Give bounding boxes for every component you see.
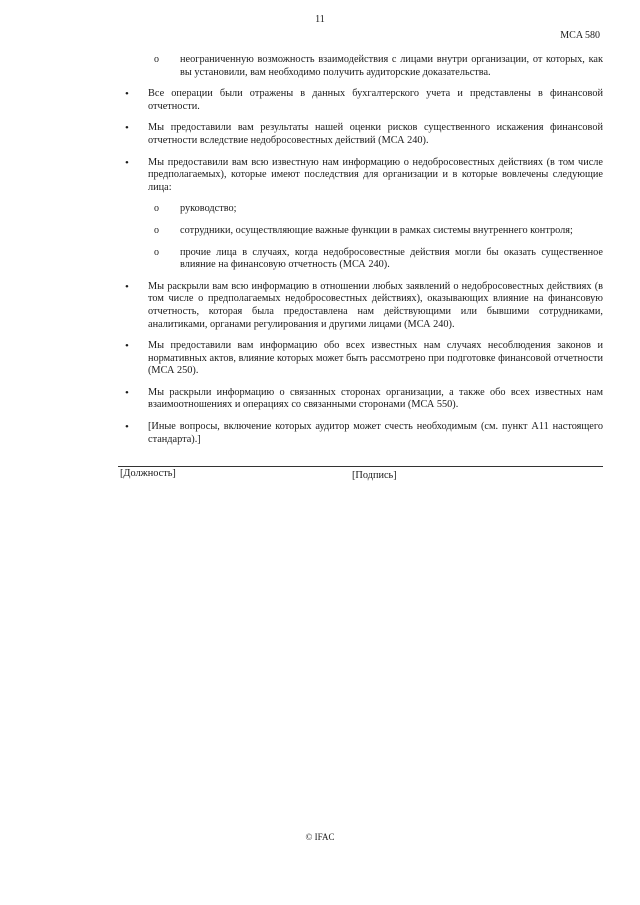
standard-reference: MCA 580 xyxy=(560,30,600,41)
circle-bullet-icon: o xyxy=(154,54,159,65)
list-item-text: Мы предоставили вам информацию обо всех известных нам случаях несоблюдения законов и нормативных актов, влияние которых может быть рассмотрено при подготовке финансовой отчетности (МСА 250). xyxy=(148,340,603,377)
list-item xyxy=(118,421,603,446)
list-item-text: Все операции были отражены в данных бухгалтерского учета и представлены в финансовой отчетности. xyxy=(148,88,603,112)
bullet-icon: • xyxy=(125,421,129,434)
bullet-icon: • xyxy=(125,88,129,101)
copyright-footer: © IFAC xyxy=(305,832,335,842)
document-body xyxy=(118,50,603,446)
sub-item-text: сотрудники, осуществляющие важные функции в рамках системы внутреннего контроля; xyxy=(180,224,573,236)
list-sub-item xyxy=(118,247,603,272)
sub-item-text: руководство; xyxy=(180,203,237,215)
bullet-icon: • xyxy=(125,340,129,353)
list-item-text: Мы раскрыли вам всю информацию в отношении любых заявлений о недобросовестных действиях (в том числе о предполагаемых недобросовестных действиях), оказывающих влияние на финансовую отчетность, которая была предоставлена нам действующими или бывшими сотрудниками, аналитиками, органами регулирования и другими лицами (МСА 240). xyxy=(148,280,603,330)
list-item xyxy=(118,387,603,412)
list-item-text: [Иные вопросы, включение которых аудитор может счесть необходимым (см. пункт A11 настоящего стандарта).] xyxy=(148,421,603,445)
list-item xyxy=(118,88,603,113)
list-item xyxy=(118,281,603,331)
list-item xyxy=(118,122,603,147)
bullet-icon: • xyxy=(125,122,129,135)
list-item-text: Мы раскрыли информацию о связанных сторонах организации, а также обо всех известных нам взаимоотношениях и операциях со связанными сторонами (МСА 550). xyxy=(148,386,603,411)
bullet-icon: • xyxy=(125,280,129,293)
signature-label: [Подпись] xyxy=(352,470,397,481)
sub-item-text: неограниченную возможность взаимодействия с лицами внутри организации, от которых, как вы установили, вам необходимо получить аудиторские доказательства. xyxy=(180,54,603,78)
signature-divider xyxy=(118,466,603,467)
list-item-text: Мы предоставили вам всю известную нам информацию о недобросовестных действиях (в том числе предполагаемых), которые имеют последствия для организации и в которые вовлечены следующие лица: xyxy=(148,156,603,193)
list-sub-item xyxy=(118,54,603,79)
bullet-icon: • xyxy=(125,156,129,169)
circle-bullet-icon: o xyxy=(154,224,159,236)
circle-bullet-icon: o xyxy=(154,203,159,215)
list-item-text: Мы предоставили вам результаты нашей оценки рисков существенного искажения финансовой отчетности вследствие недобросовестных действий (МСА 240). xyxy=(148,122,603,146)
position-label: [Должность] xyxy=(120,468,176,479)
page-number: 11 xyxy=(315,14,325,25)
bullet-icon: • xyxy=(125,386,129,399)
circle-bullet-icon: o xyxy=(154,246,159,258)
list-item xyxy=(118,340,603,378)
sub-item-text: прочие лица в случаях, когда недобросовестные действия могли бы оказать существенное влияние на финансовую отчетность (МСА 240). xyxy=(180,246,603,271)
list-sub-item xyxy=(118,203,603,216)
list-sub-item xyxy=(118,225,603,238)
list-item xyxy=(118,157,603,195)
